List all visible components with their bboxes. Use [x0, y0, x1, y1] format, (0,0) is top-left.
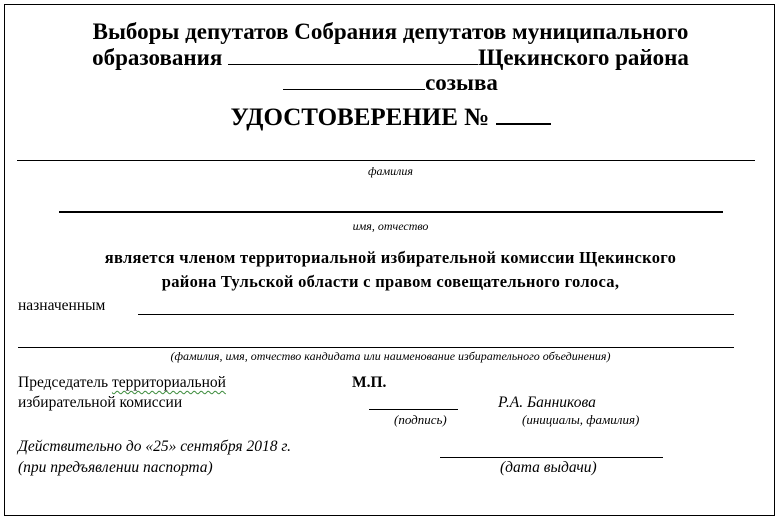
signature-caption: (подпись) [394, 412, 447, 427]
convocation-suffix: созыва [425, 70, 498, 95]
certificate-title [0, 103, 781, 132]
initials-caption: (инициалы, фамилия) [522, 412, 640, 427]
appointer-line [18, 347, 734, 348]
election-title-line2 [0, 45, 781, 71]
election-title-prefix: образования [92, 45, 229, 70]
issue-date-caption: (дата выдачи) [500, 459, 597, 476]
chair-title-line2: избирательной комиссии [18, 394, 183, 411]
passport-note: (при предъявлении паспорта) [18, 459, 213, 476]
election-title-suffix: Щекинского района [478, 45, 689, 70]
name-caption: имя, отчество [352, 219, 429, 233]
certificate-number-blank [496, 103, 551, 125]
election-title-line1: Выборы депутатов Собрания депутатов муниципального [92, 19, 689, 44]
seal-mark: М.П. [352, 374, 387, 391]
signature-line [369, 409, 458, 410]
municipality-blank [228, 46, 478, 65]
surname-line [17, 160, 755, 161]
territorial-word: территориальной [111, 374, 226, 391]
signer-name: Р.А. Банникова [498, 394, 596, 411]
name-line [59, 211, 723, 213]
convocation-blank [283, 71, 425, 90]
appointed-label: назначенным [18, 297, 106, 314]
member-statement-line2: района Тульской области с правом совещательного голоса, [161, 272, 620, 291]
appointed-line [138, 314, 734, 315]
member-statement-line1: является членом территориальной избирательной комиссии Щекинского [104, 248, 677, 267]
certificate-title-text: УДОСТОВЕРЕНИЕ № [230, 104, 496, 131]
election-title-line3 [0, 70, 781, 96]
surname-caption: фамилия [368, 164, 413, 178]
issue-date-line [440, 457, 663, 458]
appointer-caption: (фамилия, имя, отчество кандидата или наименование избирательного объединения) [170, 349, 611, 363]
chair-title-line1: Председатель территориальной [18, 374, 226, 391]
valid-until-text: Действительно до «25» сентября 2018 г. [18, 438, 292, 455]
